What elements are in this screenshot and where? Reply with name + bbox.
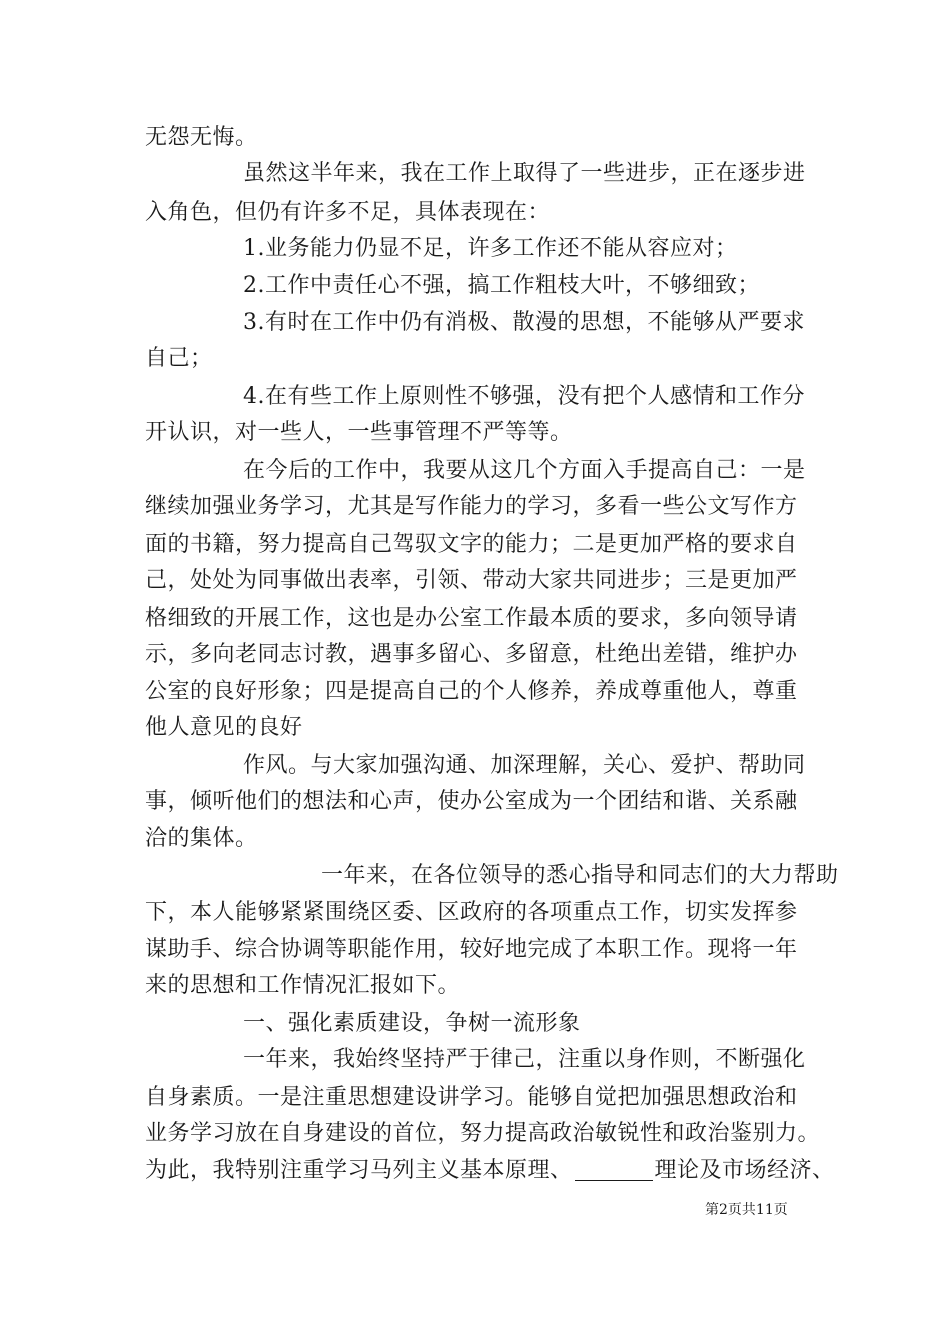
- text-line-with-blank: [145, 1151, 835, 1191]
- text-line: 谋助手、综合协调等职能作用，较好地完成了本职工作。现将一年: [145, 937, 798, 962]
- text-line: 开认识，对一些人，一些事管理不严等等。: [145, 420, 573, 445]
- text-line: 下，本人能够紧紧围绕区委、区政府的各项重点工作，切实发挥参: [145, 900, 798, 925]
- text-line: 公室的良好形象；四是提高自己的个人修养，养成尊重他人，尊重: [145, 679, 798, 704]
- list-item: 4.在有些工作上原则性不够强，没有把个人感情和工作分: [243, 384, 805, 409]
- page-footer: 第2页共11页: [705, 1202, 788, 1218]
- text-line: 格细致的开展工作，这也是办公室工作最本质的要求，多向领导请: [145, 606, 798, 631]
- text-before-blank: 为此，我特别注重学习马列主义基本原理、: [145, 1158, 573, 1183]
- paragraph-first-line: 一年来，我始终坚持严于律己，注重以身作则，不断强化: [243, 1047, 806, 1072]
- text-line: 己，处处为同事做出表率，引领、带动大家共同进步；三是更加严: [145, 568, 798, 593]
- text-line: 自己；: [145, 346, 213, 371]
- paragraph-first-line: 在今后的工作中，我要从这几个方面入手提高自己：一是: [243, 458, 806, 483]
- text-line: 他人意见的良好: [145, 715, 303, 740]
- list-item: 1.业务能力仍显不足，许多工作还不能从容应对；: [243, 236, 738, 261]
- text-line: 无怨无悔。: [145, 125, 258, 150]
- paragraph-first-line: 一年来，在各位领导的悉心指导和同志们的大力帮助: [321, 863, 839, 888]
- text-line: 自身素质。一是注重思想建设讲学习。能够自觉把加强思想政治和: [145, 1085, 798, 1110]
- paragraph-first-line: 虽然这半年来，我在工作上取得了一些进步，正在逐步进: [243, 161, 806, 186]
- paragraph-first-line: 作风。与大家加强沟通、加深理解，关心、爱护、帮助同: [243, 753, 806, 778]
- text-line: 面的书籍，努力提高自己驾驭文字的能力；二是更加严格的要求自: [145, 532, 798, 557]
- text-line: 洽的集体。: [145, 826, 258, 851]
- text-line: 业务学习放在自身建设的首位，努力提高政治敏锐性和政治鉴别力。: [145, 1121, 821, 1146]
- fill-in-blank: [575, 1158, 653, 1181]
- text-line: 事，倾听他们的想法和心声，使办公室成为一个团结和谐、关系融: [145, 789, 798, 814]
- section-heading: 一、强化素质建设，争树一流形象: [243, 1011, 581, 1036]
- text-line: 来的思想和工作情况汇报如下。: [145, 973, 461, 998]
- text-after-blank: 理论及市场经济、: [654, 1158, 835, 1183]
- text-line: 入角色，但仍有许多不足，具体表现在：: [145, 200, 551, 225]
- text-line: 继续加强业务学习，尤其是写作能力的学习，多看一些公文写作方: [145, 494, 798, 519]
- list-item: 2.工作中责任心不强，搞工作粗枝大叶，不够细致；: [243, 273, 760, 298]
- text-line: 示，多向老同志讨教，遇事多留心、多留意，杜绝出差错，维护办: [145, 642, 798, 667]
- list-item: 3.有时在工作中仍有消极、散漫的思想，不能够从严要求: [243, 310, 805, 335]
